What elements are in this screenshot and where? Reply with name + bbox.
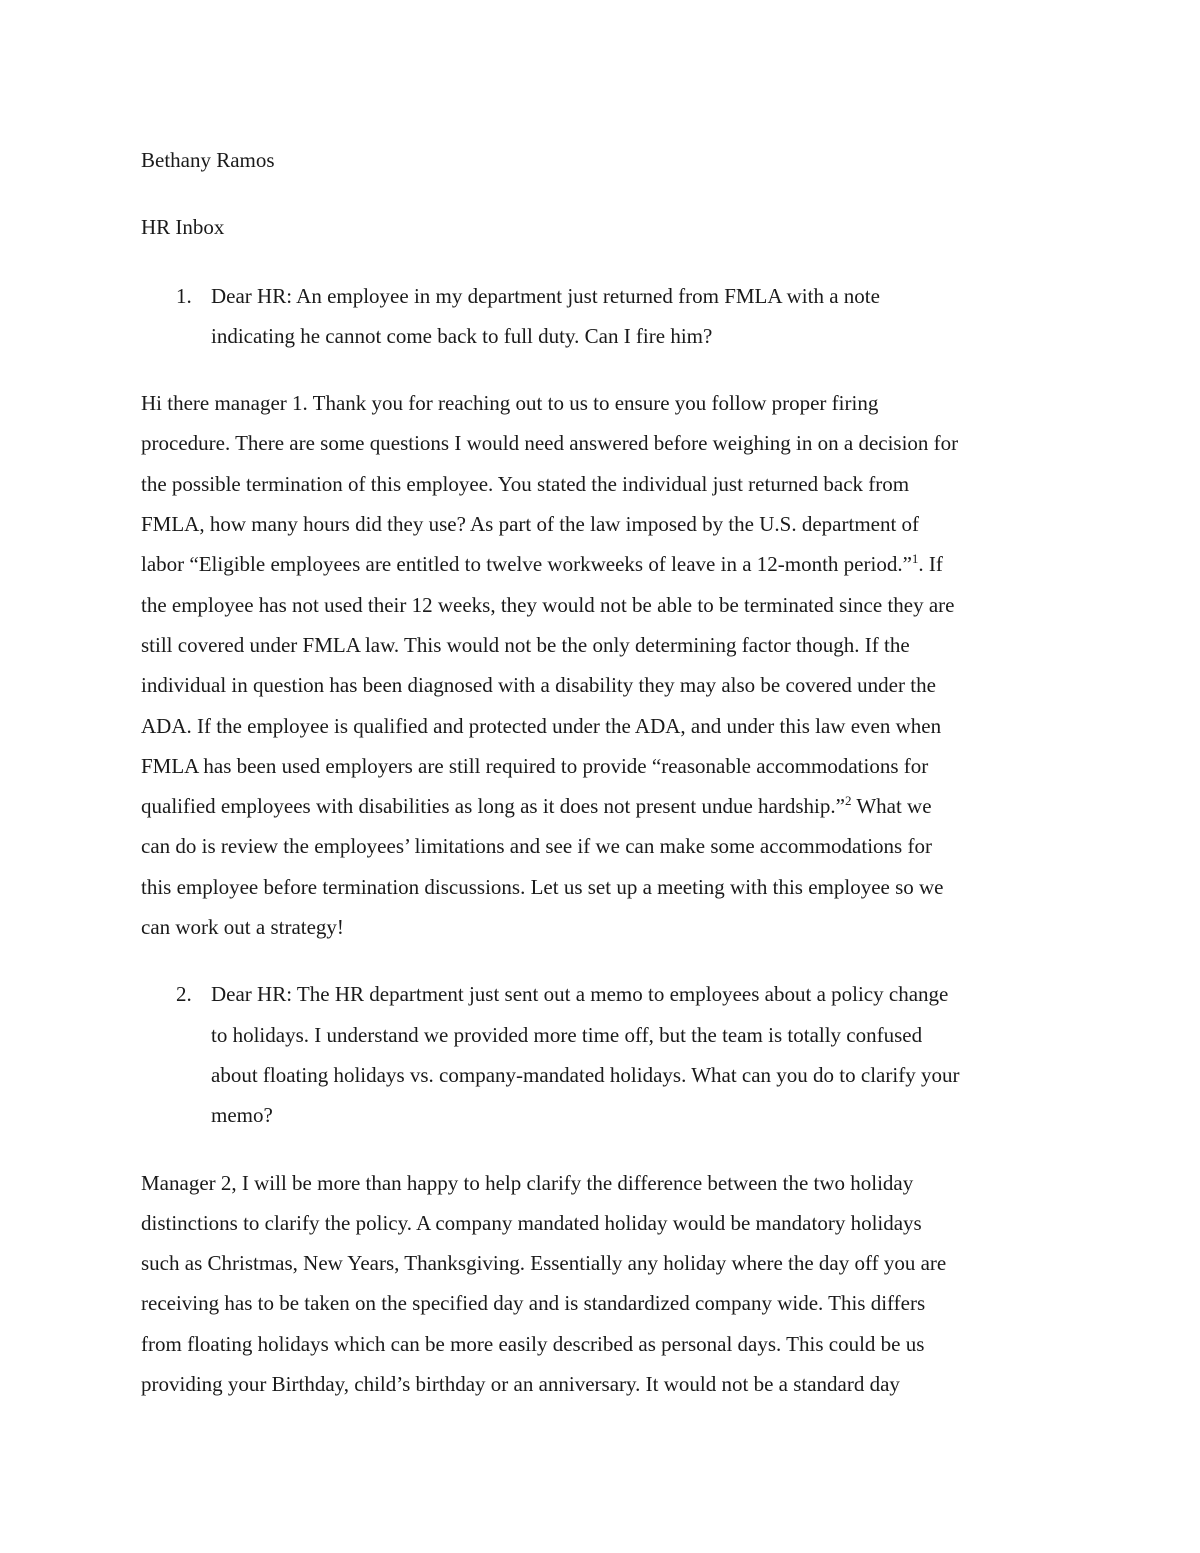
footnote-ref-1: 1 — [911, 551, 919, 567]
question-2-line: to holidays. I understand we provided more time off, but the team is totally confused — [211, 1022, 923, 1047]
response-1-text: . If — [918, 552, 943, 577]
response-1-text: qualified employees with disabilities as long as it does not present undue hardship.” — [141, 794, 845, 819]
document-page — [141, 140, 1066, 1404]
author-name: Bethany Ramos — [141, 148, 275, 172]
question-1 — [141, 276, 1066, 357]
response-1 — [141, 383, 1066, 947]
response-2-line: such as Christmas, New Years, Thanksgiving. Essentially any holiday where the day off you are — [141, 1251, 947, 1276]
response-1-line: this employee before termination discussions. Let us set up a meeting with this employee so we — [141, 874, 944, 899]
question-2-line: memo? — [211, 1103, 273, 1128]
response-1-line: still covered under FMLA law. This would not be the only determining factor though. If the — [141, 632, 910, 657]
question-2-line: about floating holidays vs. company-mandated holidays. What can you do to clarify your — [211, 1062, 960, 1087]
question-2-line: Dear HR: The HR department just sent out a memo to employees about a policy change — [211, 982, 949, 1007]
footnote-ref-2: 2 — [844, 793, 852, 809]
document-subject: HR Inbox — [141, 215, 225, 240]
response-1-line: individual in question has been diagnosed with a disability they may also be covered under the — [141, 673, 936, 698]
question-2-number: 2. — [176, 982, 192, 1007]
response-1-line: ADA. If the employee is qualified and protected under the ADA, and under this law even when — [141, 713, 942, 738]
response-1-line: the possible termination of this employee. You stated the individual just returned back from — [141, 471, 910, 496]
response-1-line: procedure. There are some questions I would need answered before weighing in on a decision for — [141, 431, 959, 456]
question-1-line: indicating he cannot come back to full duty. Can I fire him? — [211, 323, 713, 348]
response-2-line: distinctions to clarify the policy. A company mandated holiday would be mandatory holidays — [141, 1210, 922, 1235]
question-1-number: 1. — [176, 283, 192, 308]
response-1-text: labor “Eligible employees are entitled to twelve workweeks of leave in a 12-month period.” — [141, 552, 912, 577]
response-1-line: can do is review the employees’ limitations and see if we can make some accommodations for — [141, 834, 932, 859]
question-1-line: Dear HR: An employee in my department just returned from FMLA with a note — [211, 283, 880, 308]
response-2-line: providing your Birthday, child’s birthday or an anniversary. It would not be a standard day — [141, 1372, 900, 1397]
response-2 — [141, 1163, 1066, 1405]
question-2 — [141, 974, 1066, 1135]
response-1-line — [141, 786, 1066, 826]
response-1-line: FMLA, how many hours did they use? As part of the law imposed by the U.S. department of — [141, 512, 920, 537]
response-1-line: the employee has not used their 12 weeks, they would not be able to be terminated since they are — [141, 592, 955, 617]
response-2-line: from floating holidays which can be more easily described as personal days. This could be us — [141, 1331, 925, 1356]
response-1-line: can work out a strategy! — [141, 915, 344, 940]
response-2-line: receiving has to be taken on the specified day and is standardized company wide. This differs — [141, 1291, 926, 1316]
response-2-line: Manager 2, I will be more than happy to help clarify the difference between the two holiday — [141, 1170, 914, 1195]
response-1-line — [141, 544, 1066, 584]
response-1-line: Hi there manager 1. Thank you for reaching out to us to ensure you follow proper firing — [141, 391, 879, 416]
response-1-text: What we — [851, 794, 932, 819]
response-1-line: FMLA has been used employers are still required to provide “reasonable accommodations for — [141, 753, 929, 778]
